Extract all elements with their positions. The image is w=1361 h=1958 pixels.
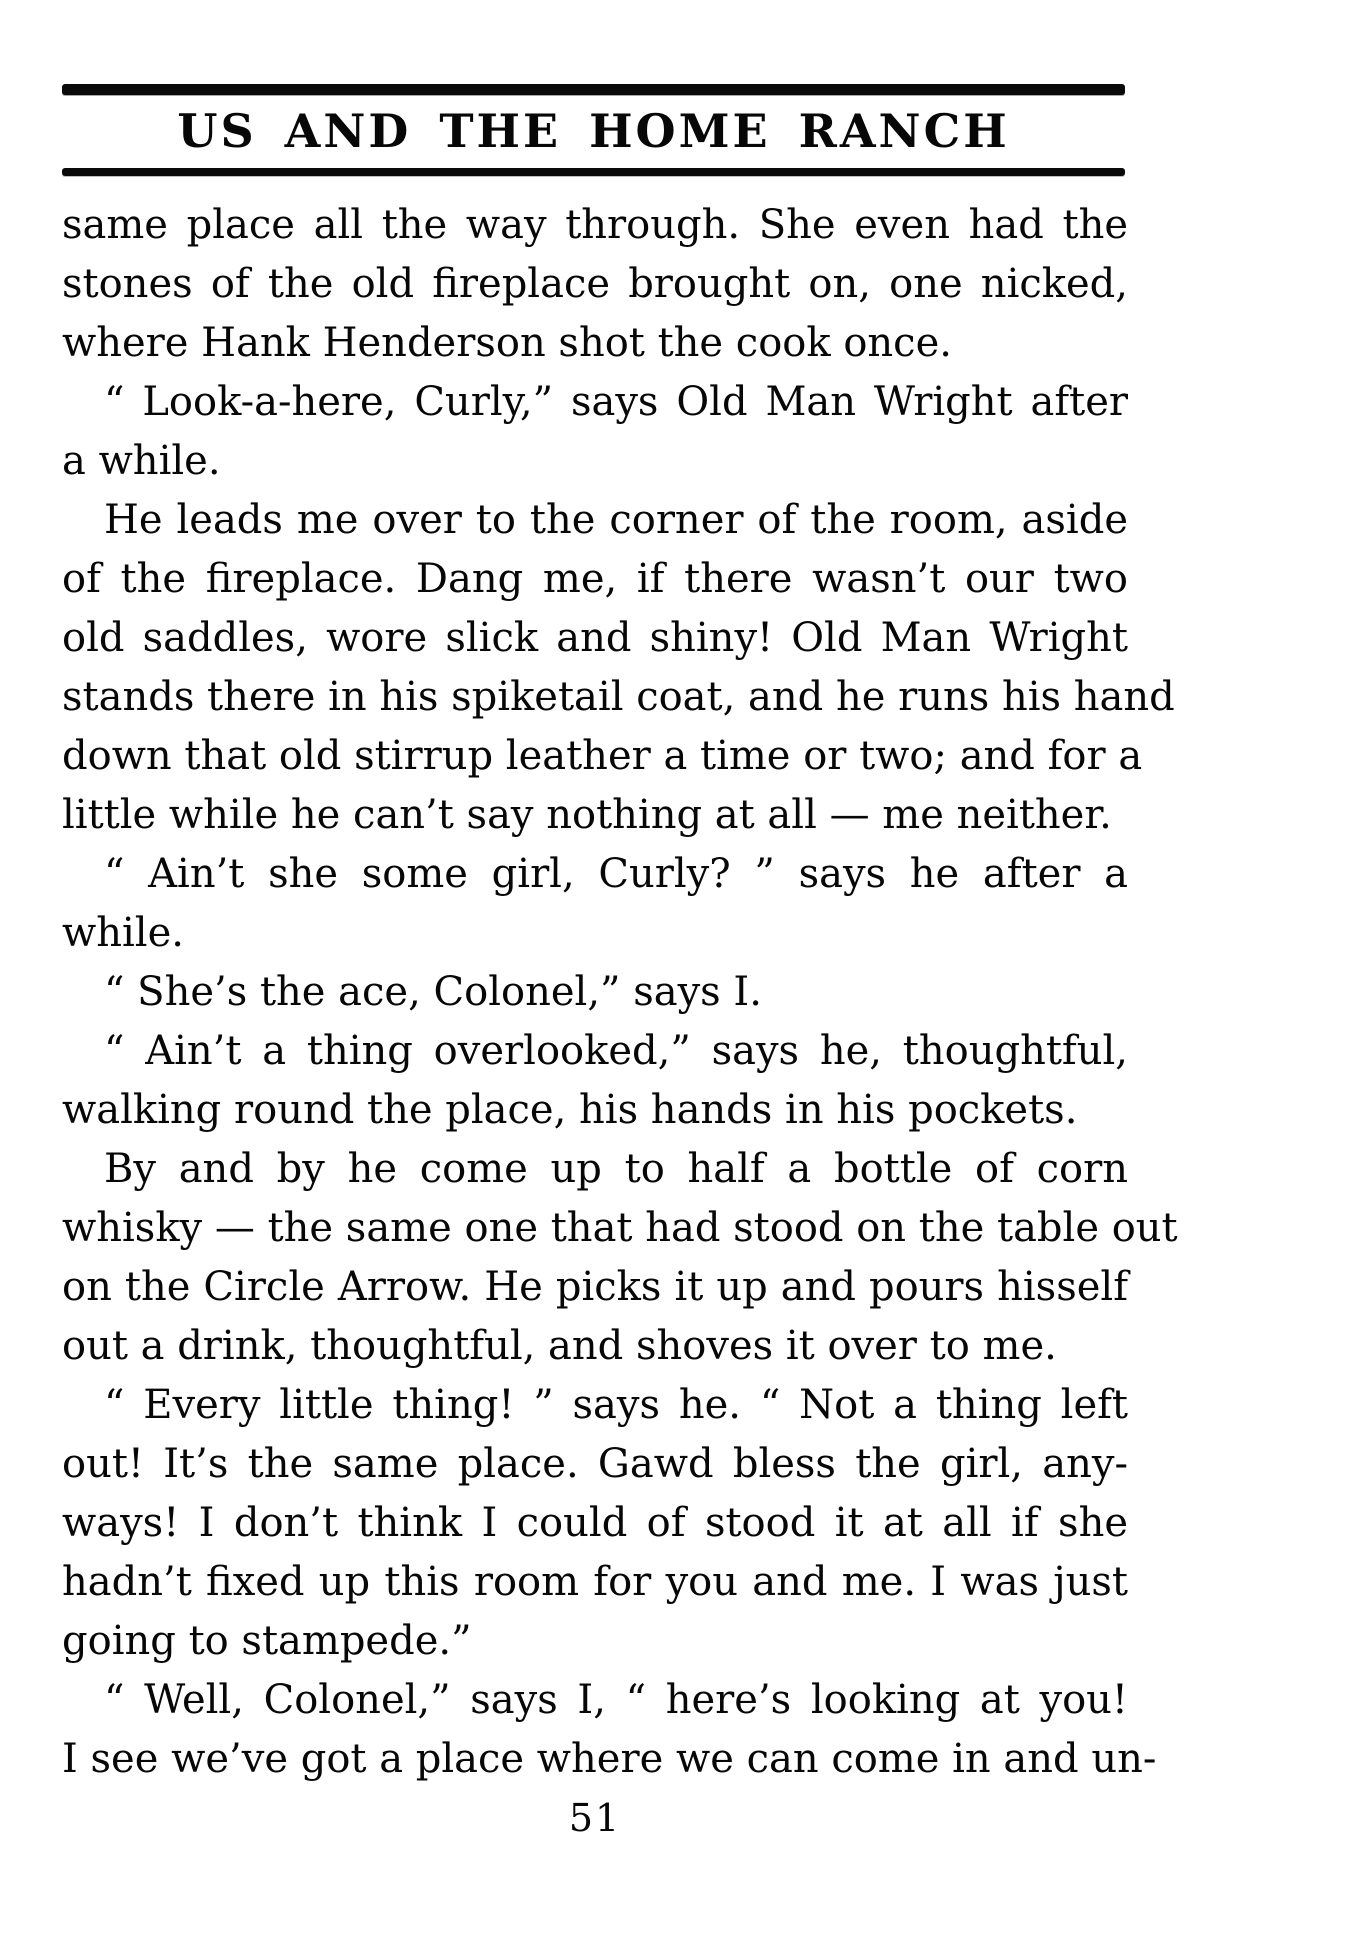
text-line: He leads me over to the corner of the room, aside: [104, 497, 1128, 543]
text-line: hadn’t fixed up this room for you and me. I was just: [62, 1559, 1128, 1605]
text-line: a while.: [62, 438, 221, 484]
text-line: old saddles, wore slick and shiny! Old Man Wright: [62, 615, 1128, 661]
text-line: “ She’s the ace, Colonel,” says I.: [104, 969, 762, 1015]
text-line: “ Ain’t a thing overlooked,” says he, thoughtful,: [104, 1028, 1128, 1074]
text-line: of the fireplace. Dang me, if there wasn’t our two: [62, 556, 1128, 602]
text-line: “ Look-a-here, Curly,” says Old Man Wright after: [104, 379, 1128, 425]
running-head-title: US AND THE HOME RANCH: [177, 104, 1010, 158]
text-line: I see we’ve got a place where we can come in and un-: [62, 1736, 1157, 1782]
text-line: By and by he come up to half a bottle of corn: [104, 1146, 1128, 1192]
text-line: whisky — the same one that had stood on the table out: [62, 1205, 1178, 1251]
text-line: while.: [62, 910, 184, 956]
header-rule-bottom: [62, 168, 1125, 176]
text-line: where Hank Henderson shot the cook once.: [62, 320, 952, 366]
text-line: walking round the place, his hands in his pockets.: [62, 1087, 1078, 1133]
text-line: ways! I don’t think I could of stood it at all if she: [62, 1500, 1128, 1546]
text-line: out a drink, thoughtful, and shoves it over to me.: [62, 1323, 1057, 1369]
text-line: same place all the way through. She even had the: [62, 202, 1128, 248]
text-line: “ Ain’t she some girl, Curly? ” says he after a: [104, 851, 1128, 897]
text-line: going to stampede.”: [62, 1618, 472, 1664]
text-line: stands there in his spiketail coat, and he runs his hand: [62, 674, 1175, 720]
page-text: [62, 196, 1178, 1789]
text-line: out! It’s the same place. Gawd bless the girl, any-: [62, 1441, 1128, 1487]
text-line: little while he can’t say nothing at all — me neither.: [62, 792, 1112, 838]
page-number: 51: [568, 1796, 622, 1840]
text-line: “ Every little thing! ” says he. “ Not a thing left: [104, 1382, 1128, 1428]
text-line: stones of the old fireplace brought on, one nicked,: [62, 261, 1128, 307]
text-line: on the Circle Arrow. He picks it up and pours hisself: [62, 1264, 1128, 1310]
text-line: “ Well, Colonel,” says I, “ here’s looking at you!: [104, 1677, 1128, 1723]
text-line: down that old stirrup leather a time or two; and for a: [62, 733, 1143, 779]
header-rule-top: [62, 84, 1125, 95]
